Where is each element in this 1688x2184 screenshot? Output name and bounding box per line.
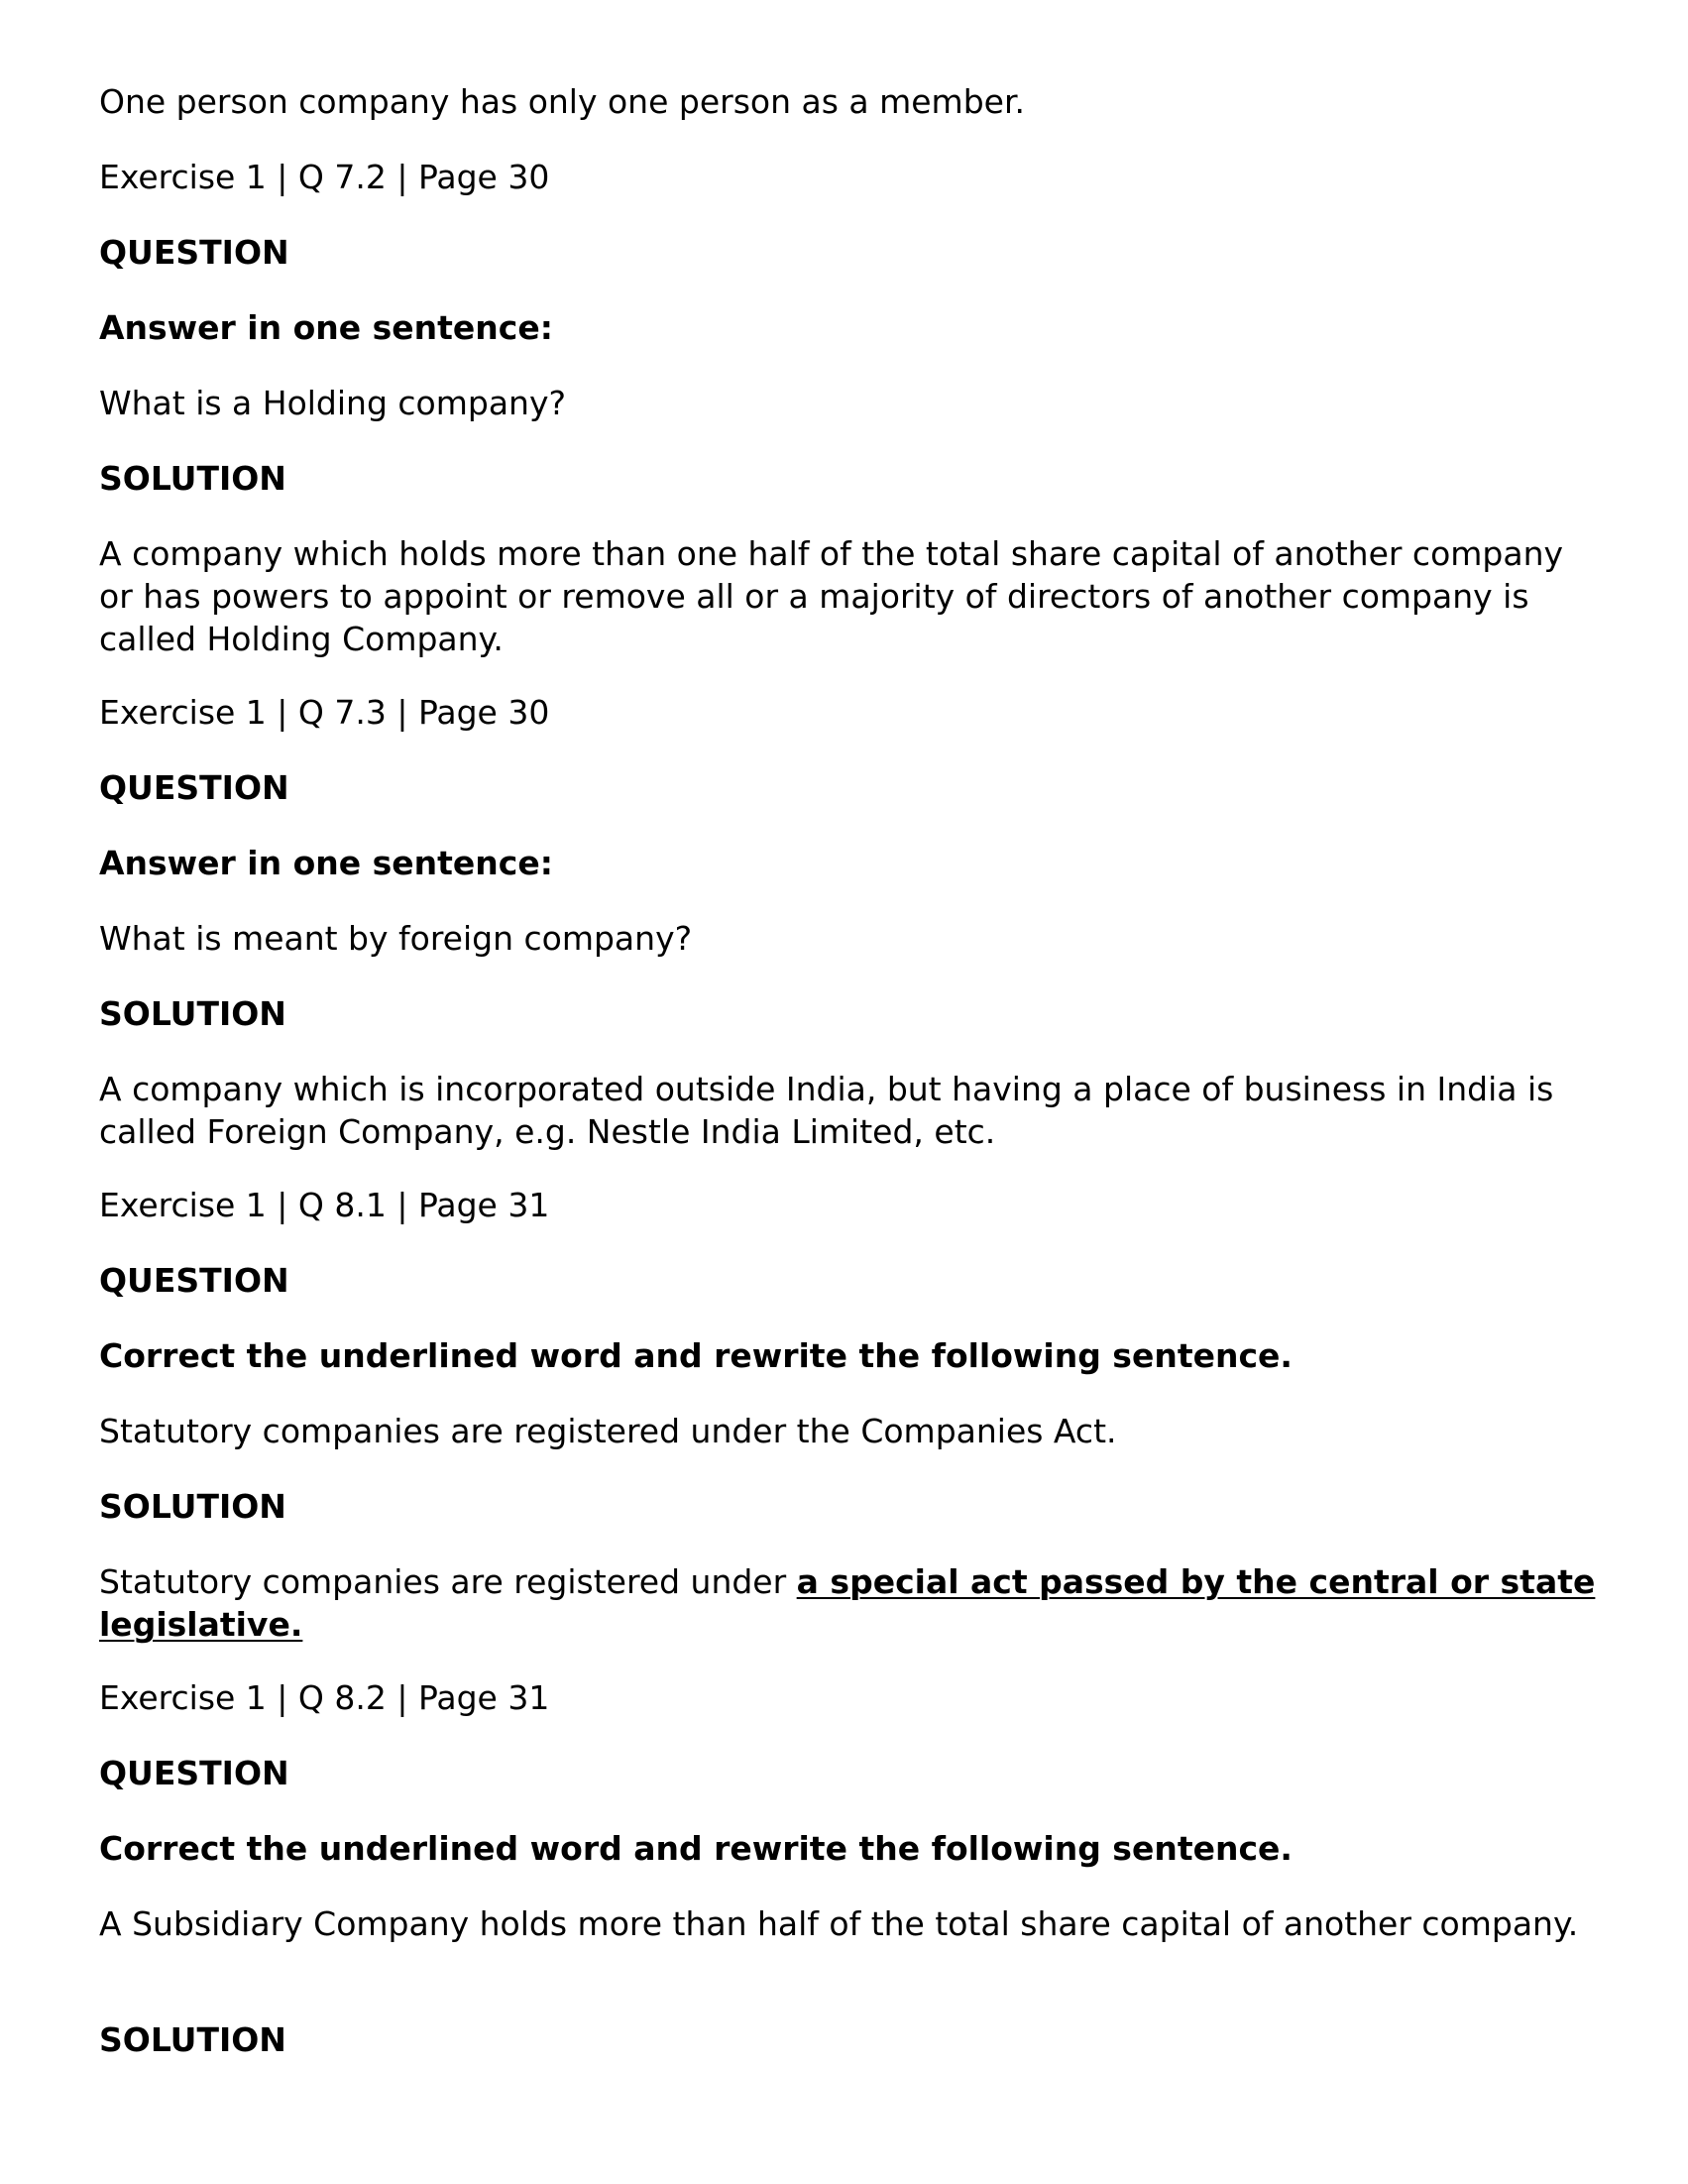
question-heading: QUESTION	[99, 1261, 289, 1300]
question-ref-8-2: Exercise 1 | Q 8.2 | Page 31	[99, 1678, 550, 1717]
question-text: A Subsidiary Company holds more than half of the total share capital of another company.	[99, 1904, 1579, 1943]
solution-text	[99, 1560, 1596, 1646]
question-ref-7-3: Exercise 1 | Q 7.3 | Page 30	[99, 693, 550, 732]
intro-answer: One person company has only one person as a member.	[99, 82, 1025, 121]
solution-text: A company which is incorporated outside India, but having a place of business in India is called Foreign Company, e.g. Nestle India Limited, etc.	[99, 1070, 1554, 1151]
question-text: What is a Holding company?	[99, 384, 567, 422]
question-text: Statutory companies are registered under the Companies Act.	[99, 1412, 1117, 1450]
solution-heading: SOLUTION	[99, 1487, 286, 1526]
solution-text-prefix: Statutory companies are registered under	[99, 1562, 797, 1601]
question-heading: QUESTION	[99, 1754, 289, 1792]
question-instruction: Answer in one sentence:	[99, 844, 553, 882]
solution-text: A company which holds more than one half of the total share capital of another company or has powers to appoint or remove all or a majority of directors of another company is called Holding Company.	[99, 534, 1564, 658]
solution-heading: SOLUTION	[99, 459, 286, 498]
solution-heading: SOLUTION	[99, 994, 286, 1033]
question-instruction: Correct the underlined word and rewrite the following sentence.	[99, 1829, 1293, 1868]
question-heading: QUESTION	[99, 768, 289, 807]
question-ref-8-1: Exercise 1 | Q 8.1 | Page 31	[99, 1186, 550, 1224]
question-instruction: Correct the underlined word and rewrite the following sentence.	[99, 1336, 1293, 1375]
question-text: What is meant by foreign company?	[99, 919, 693, 958]
question-instruction: Answer in one sentence:	[99, 308, 553, 347]
solution-underlined-correction: a special act passed by the central or state legislative.	[99, 1562, 1596, 1644]
question-heading: QUESTION	[99, 233, 289, 272]
question-ref-7-2: Exercise 1 | Q 7.2 | Page 30	[99, 158, 550, 196]
solution-heading: SOLUTION	[99, 2020, 286, 2059]
